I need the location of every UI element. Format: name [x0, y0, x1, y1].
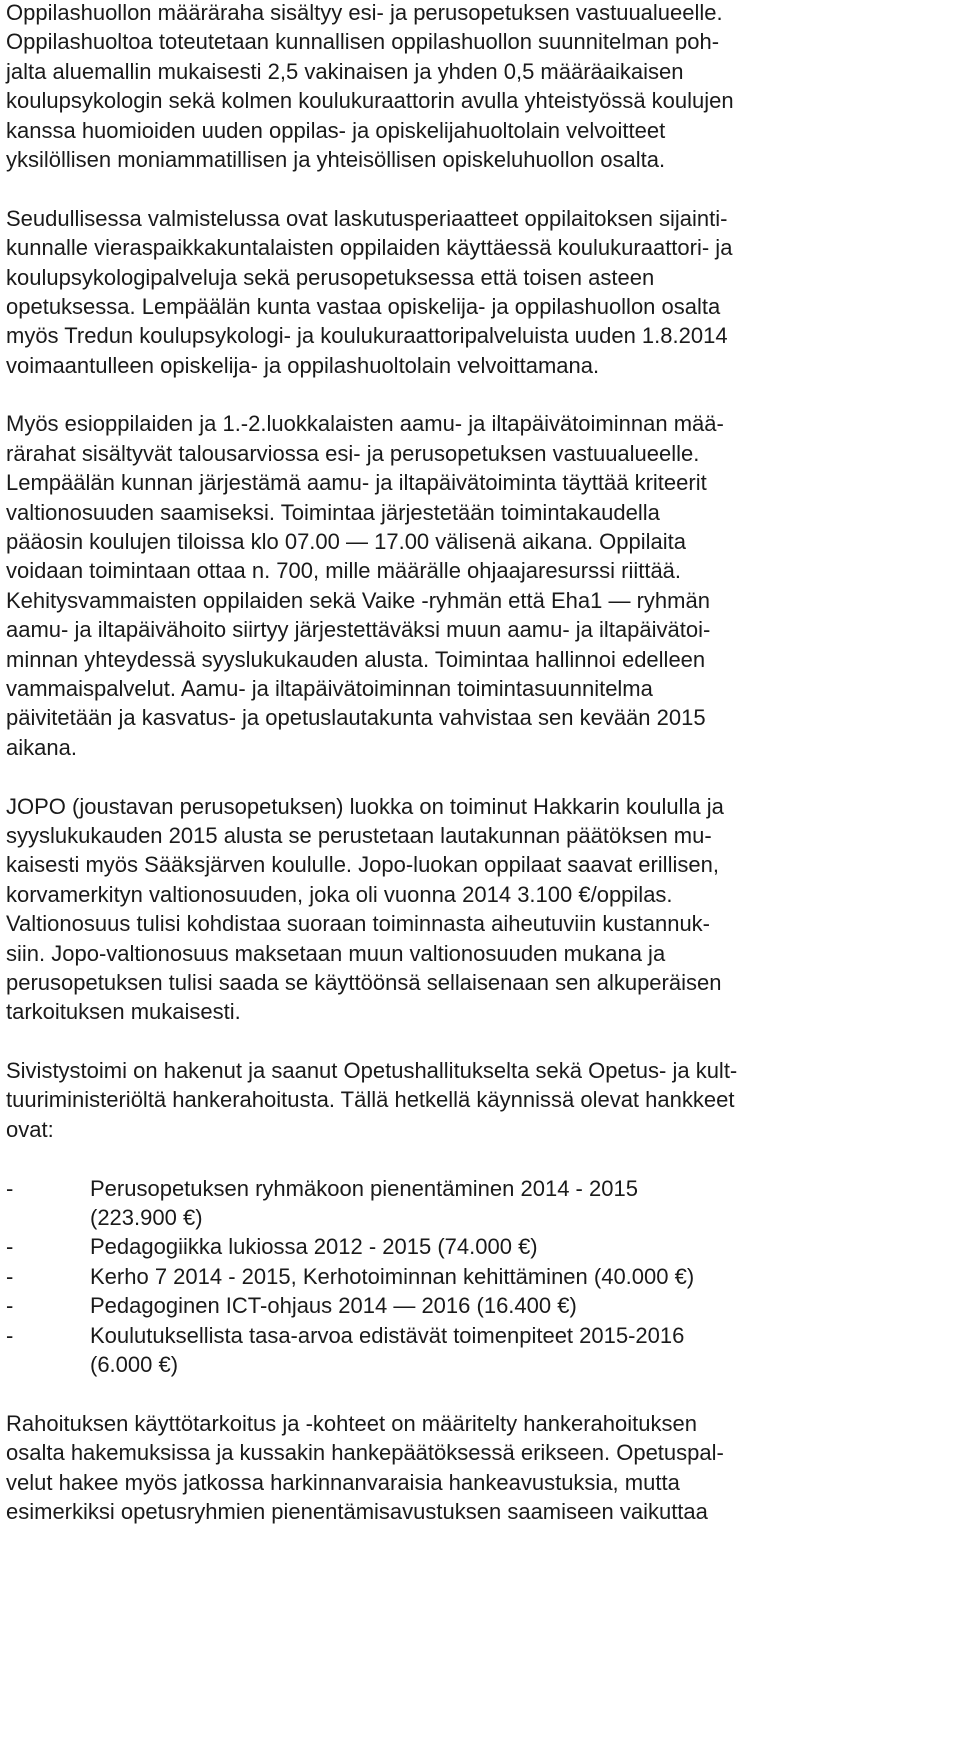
text-line: aikana.	[6, 734, 77, 760]
text-line: Oppilashuollon määräraha sisältyy esi- ja perusopetuksen vastuualueelle.	[6, 0, 723, 25]
text-line: Seudullisessa valmistelussa ovat laskutusperiaatteet oppilaitoksen sijainti-	[6, 205, 728, 231]
text-line: myös Tredun koulupsykologi- ja koulukuraattoripalveluista uuden 1.8.2014	[6, 323, 728, 349]
paragraph-hankerahoitus	[6, 1056, 954, 1144]
paragraph-gap	[6, 380, 954, 409]
text-line: päivitetään ja kasvatus- ja opetuslautakunta vahvistaa sen kevään 2015	[6, 705, 706, 731]
list-item-text: Pedagoginen ICT-ohjaus 2014 — 2016 (16.400 €)	[90, 1293, 577, 1319]
text-line: voimaantulleen opiskelija- ja oppilashuoltolain velvoittamana.	[6, 352, 600, 378]
paragraph-gap	[6, 1027, 954, 1056]
list-dash: -	[6, 1234, 14, 1260]
list-item-text: Pedagogiikka lukiossa 2012 - 2015 (74.000 €)	[90, 1234, 538, 1260]
text-line: Lempäälän kunnan järjestämä aamu- ja iltapäivätoiminta täyttää kriteerit	[6, 470, 707, 496]
list-item-text: (223.900 €)	[90, 1205, 203, 1231]
text-line: pääosin koulujen tiloissa klo 07.00 — 17.00 välisenä aikana. Oppilaita	[6, 529, 686, 555]
paragraph-jopo	[6, 792, 954, 1027]
list-item-text: Koulutuksellista tasa-arvoa edistävät toimenpiteet 2015-2016	[90, 1322, 685, 1348]
document-page	[6, 0, 954, 1526]
text-line: tarkoituksen mukaisesti.	[6, 999, 241, 1025]
paragraph-gap	[6, 1379, 954, 1408]
text-line: ovat:	[6, 1116, 54, 1142]
list-item-text: Kerho 7 2014 - 2015, Kerhotoiminnan kehittäminen (40.000 €)	[90, 1263, 695, 1289]
text-line: yksilöllisen moniammatillisen ja yhteisöllisen opiskeluhuollon osalta.	[6, 146, 666, 172]
paragraph-rahoitus	[6, 1409, 954, 1527]
text-line: koulupsykologipalveluja sekä perusopetuksessa että toisen asteen	[6, 264, 655, 290]
text-line: vammaispalvelut. Aamu- ja iltapäivätoiminnan toimintasuunnitelma	[6, 675, 653, 701]
list-item	[6, 1174, 954, 1233]
text-line: rärahat sisältyvät talousarviossa esi- ja perusopetuksen vastuualueelle.	[6, 440, 700, 466]
text-line: koulupsykologin sekä kolmen koulukuraattorin avulla yhteistyössä koulujen	[6, 88, 734, 114]
text-line: Myös esioppilaiden ja 1.-2.luokkalaisten aamu- ja iltapäivätoiminnan mää-	[6, 411, 724, 437]
paragraph-seudullinen	[6, 204, 954, 380]
list-item	[6, 1262, 954, 1291]
list-dash: -	[6, 1293, 14, 1319]
text-line: korvamerkityn valtionosuuden, joka oli vuonna 2014 3.100 €/oppilas.	[6, 881, 673, 907]
list-item	[6, 1232, 954, 1261]
list-item-text: Perusopetuksen ryhmäkoon pienentäminen 2014 - 2015	[90, 1175, 638, 1201]
text-line: osalta hakemuksissa ja kussakin hankepäätöksessä erikseen. Opetuspal-	[6, 1440, 724, 1466]
text-line: Kehitysvammaisten oppilaiden sekä Vaike -ryhmän että Eha1 — ryhmän	[6, 587, 710, 613]
text-line: minnan yhteydessä syyslukukauden alusta. Toimintaa hallinnoi edelleen	[6, 646, 706, 672]
text-line: Rahoituksen käyttötarkoitus ja -kohteet on määritelty hankerahoituksen	[6, 1410, 697, 1436]
project-list	[6, 1174, 954, 1380]
text-line: Oppilashuoltoa toteutetaan kunnallisen oppilashuollon suunnitelman poh-	[6, 29, 720, 55]
text-line: valtionosuuden saamiseksi. Toimintaa järjestetään toimintakaudella	[6, 499, 660, 525]
text-line: siin. Jopo-valtionosuus maksetaan muun valtionosuuden mukana ja	[6, 940, 666, 966]
text-line: jalta aluemallin mukaisesti 2,5 vakinaisen ja yhden 0,5 määräaikaisen	[6, 58, 684, 84]
list-item	[6, 1291, 954, 1320]
text-line: tuuriministeriöltä hankerahoitusta. Tällä hetkellä käynnissä olevat hankkeet	[6, 1087, 735, 1113]
list-dash: -	[6, 1322, 14, 1348]
list-dash: -	[6, 1175, 14, 1201]
paragraph-gap	[6, 174, 954, 203]
text-line: kunnalle vieraspaikkakuntalaisten oppilaiden käyttäessä koulukuraattori- ja	[6, 235, 733, 261]
list-item	[6, 1321, 954, 1380]
text-line: velut hakee myös jatkossa harkinnanvaraisia hankeavustuksia, mutta	[6, 1469, 680, 1495]
text-line: kaisesti myös Sääksjärven koululle. Jopo-luokan oppilaat saavat erillisen,	[6, 852, 719, 878]
text-line: kanssa huomioiden uuden oppilas- ja opiskelijahuoltolain velvoitteet	[6, 117, 666, 143]
paragraph-gap	[6, 1144, 954, 1173]
text-line: opetuksessa. Lempäälän kunta vastaa opiskelija- ja oppilashuollon osalta	[6, 293, 721, 319]
text-line: esimerkiksi opetusryhmien pienentämisavustuksen saamiseen vaikuttaa	[6, 1498, 708, 1524]
text-line: aamu- ja iltapäivähoito siirtyy järjestettäväksi muun aamu- ja iltapäivätoi-	[6, 617, 711, 643]
list-dash: -	[6, 1263, 14, 1289]
text-line: perusopetuksen tulisi saada se käyttöönsä sellaisenaan sen alkuperäisen	[6, 969, 722, 995]
text-line: JOPO (joustavan perusopetuksen) luokka on toiminut Hakkarin koululla ja	[6, 793, 724, 819]
text-line: syyslukukauden 2015 alusta se perustetaan lautakunnan päätöksen mu-	[6, 822, 712, 848]
text-line: voidaan toimintaan ottaa n. 700, mille määrälle ohjaajaresurssi riittää.	[6, 558, 682, 584]
paragraph-gap	[6, 762, 954, 791]
list-item-text: (6.000 €)	[90, 1351, 179, 1377]
paragraph-aamu-iltapaiva	[6, 409, 954, 762]
text-line: Valtionosuus tulisi kohdistaa suoraan toiminnasta aiheutuviin kustannuk-	[6, 911, 711, 937]
text-line: Sivistystoimi on hakenut ja saanut Opetushallitukselta sekä Opetus- ja kult-	[6, 1058, 738, 1084]
paragraph-oppilashuolto	[6, 0, 954, 174]
